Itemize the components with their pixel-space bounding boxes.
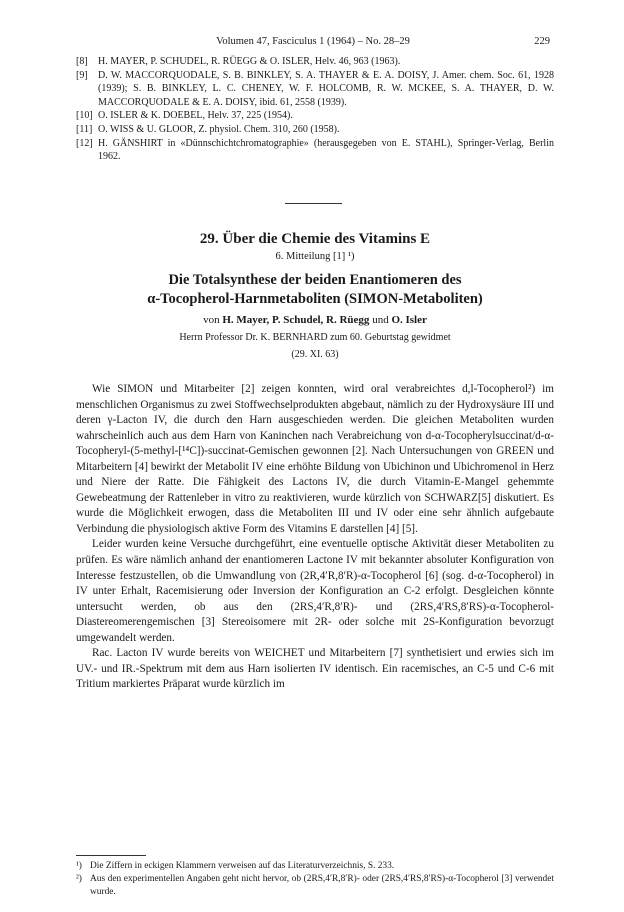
footnote-text: Die Ziffern in eckigen Klammern verweisen auf das Literaturverzeichnis, S. 233. [90, 861, 395, 871]
footnote-rule [76, 855, 146, 856]
body-paragraph: Wie SIMON und Mitarbeiter [2] zeigen konnten, wird oral verabreichtes d,l-Tocopherol²) im menschlichen Organismus zu zwei Stoffwechselprodukten abgebaut, nämlich zu der Hydroxysäure III und deren γ-Lacton IV, die durch den Harn ausgeschieden werden. Die gleichen Metaboliten wurden wahrscheinlich auch aus dem Harn von Kaninchen nach Verabreichung von d-α-Tocopherylsuccinat/d-α-Tocopheryl-(5-methyl-[¹⁴C])-succinat-Gemischen gewonnen [2]. Nach Untersuchungen von GREEN und Mitarbeitern [4] bewirkt der Metabolit IV eine erhöhte Bildung von Ubichinon und Ubichromenol in Herz und Niere der Ratte. Die Fähigkeit des Lactons IV, die durch Vitamin-E-Mangel gehemmte Gewebeatmung der Rattenleber in vitro zu reaktivieren, wurde kürzlich von SCHWARZ[5] diskutiert. Es wurde die Möglichkeit erwogen, dass die Metaboliten III und IV oder eine sehr ähnlich aufgebaute Verbindung die physiologisch aktive Form des Vitamins E darstellen [4] [5]. [76, 383, 554, 535]
reference-item [76, 55, 554, 69]
authors-and: und [372, 314, 389, 326]
reference-text: H. GÄNSHIRT in «Dünnschichtchromatographie» (herausgegeben von E. STAHL), Springer-Verlag, Berlin 1962. [98, 137, 554, 163]
reference-number: [9] [76, 69, 88, 81]
reference-number: [11] [76, 123, 93, 135]
received-date: (29. XI. 63) [291, 349, 339, 360]
footnote-mark: ¹) [76, 861, 82, 871]
reference-text: D. W. MACCORQUODALE, S. B. BINKLEY, S. A. THAYER & E. A. DOISY, J. Amer. chem. Soc. 61, 1928 (1939); S. B. BINKLEY, L. C. CHENEY, W. F. HOLCOMB, R. W. MCKEE, S. A. THAYER, D. W. MACCORQUODALE & E. A. DOISY, ibid. 61, 2558 (1939). [98, 69, 554, 108]
reference-text: H. MAYER, P. SCHUDEL, R. RÜEGG & O. ISLER, Helv. 46, 963 (1963). [98, 56, 401, 67]
reference-item [76, 123, 554, 137]
reference-item [76, 109, 554, 123]
author-line [76, 313, 554, 328]
reference-item [76, 137, 554, 164]
reference-text: O. ISLER & K. DOEBEL, Helv. 37, 225 (1954). [98, 110, 293, 122]
reference-text: O. WISS & U. GLOOR, Z. physiol. Chem. 310, 260 (1958). [98, 123, 340, 135]
footnote-mark: ²) [76, 873, 82, 884]
reference-item [76, 69, 554, 110]
body-paragraph: Leider wurden keine Versuche durchgeführt, eine eventuelle optische Aktivität dieser Metaboliten zu prüfen. Es wäre nämlich anhand der enantiomeren Lactone IV mit bekannter absoluter Konfiguration von Interesse festzustellen, ob die Umwandlung von (2R,4′R,8′R)-α-Tocopherol [6] (sog. d-α-Tocopherol) in IV unter Erhalt, Racemisierung oder Inversion der Konfiguration an C-2 erfolgt. Desgleichen könnte untersucht werden, ob aus den (2RS,4′R,8′R)- und (2RS,4′RS,8′RS)-α-Tocopherol-Diastereomerengemischen [3] Stereoisomere mit 2R- oder solche mit 2S-Konfiguration bevorzugt umgewandelt werden. [76, 538, 554, 644]
article-subtitle: 6. Mitteilung [1] ¹) [275, 251, 355, 262]
authors-last: O. Isler [391, 314, 427, 326]
reference-number: [12] [76, 137, 93, 149]
footnote-item [76, 873, 554, 899]
authors-prefix: von [203, 314, 220, 326]
article-title: 29. Über die Chemie des Vitamins E [199, 231, 431, 247]
article-header [76, 229, 554, 362]
reference-number: [8] [76, 56, 88, 67]
footnote-text: Aus den experimentellen Angaben geht nicht hervor, ob (2RS,4′R,8′R)- oder (2RS,4′RS,8′RS)-α-Tocopherol [3] verwendet wurde. [90, 873, 554, 897]
running-head-title: Volumen 47, Fasciculus 1 (1964) – No. 28–29 [216, 36, 410, 47]
article-body [76, 382, 554, 693]
reference-list [76, 55, 554, 164]
section-divider [285, 203, 342, 204]
footnotes [76, 860, 554, 898]
footnote-item [76, 860, 554, 873]
reference-number: [10] [76, 110, 93, 122]
body-paragraph: Rac. Lacton IV wurde bereits von WEICHET und Mitarbeitern [7] synthetisiert und erwies sich im UV.- und IR.-Spektrum mit dem aus Harn isolierten IV identisch. Ein racemisches, an C-5 und C-6 mit Tritium markiertes Präparat wurde kürzlich im [76, 647, 554, 691]
dedication: Herrn Professor Dr. K. BERNHARD zum 60. Geburtstag gewidmet [179, 332, 451, 343]
article-heading-line2: α-Tocopherol-Harnmetaboliten (SIMON-Metaboliten) [147, 291, 483, 307]
page-number: 229 [534, 36, 550, 47]
article-heading-line1: Die Totalsynthese der beiden Enantiomeren des [168, 272, 462, 288]
authors-names: H. Mayer, P. Schudel, R. Rüegg [222, 314, 370, 326]
